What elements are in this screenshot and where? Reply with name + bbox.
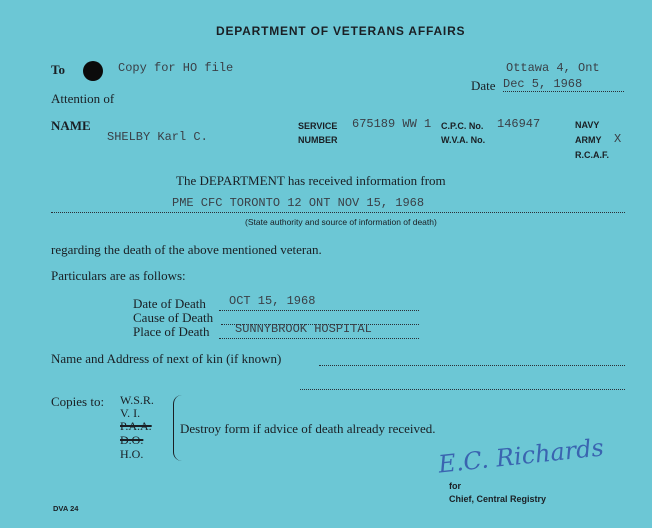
- copies-label: Copies to:: [51, 394, 105, 409]
- branch-army: ARMY: [575, 135, 602, 145]
- death-date-label: Date of Death: [133, 296, 206, 311]
- info-source-value: PME CFC TORONTO 12 ONT NOV 15, 1968: [172, 196, 425, 210]
- next-of-kin-label: Name and Address of next of kin (if known): [51, 351, 282, 366]
- name-label: NAME: [51, 118, 91, 133]
- death-cause-label: Cause of Death: [133, 310, 214, 325]
- cpc-label: C.P.C. No.: [441, 121, 484, 131]
- copies-recipient-3: P.A.A.: [120, 419, 152, 433]
- copies-recipient-5: H.O.: [120, 447, 144, 461]
- branch-rcaf: R.C.A.F.: [575, 150, 610, 160]
- registry-label: Chief, Central Registry: [449, 494, 547, 504]
- copies-recipient-4: D.O.: [120, 433, 144, 447]
- to-value: Copy for HO file: [118, 61, 234, 75]
- number-label: NUMBER: [298, 135, 338, 145]
- to-label: To: [51, 62, 65, 77]
- death-place-value: SUNNYBROOK HOSPITAL: [235, 322, 372, 336]
- location-value: Ottawa 4, Ont: [506, 61, 600, 75]
- wva-label: W.V.A. No.: [441, 135, 486, 145]
- death-date-value: OCT 15, 1968: [229, 294, 316, 308]
- regarding-text: regarding the death of the above mentioned veteran.: [51, 242, 322, 257]
- date-label: Date: [471, 78, 496, 93]
- attention-label: Attention of: [51, 91, 115, 106]
- copies-note: Destroy form if advice of death already received.: [180, 421, 436, 436]
- death-place-label: Place of Death: [133, 324, 210, 339]
- form-code: DVA 24: [53, 504, 79, 513]
- info-source-caption: (State authority and source of information of death): [245, 217, 437, 227]
- form-title: DEPARTMENT OF VETERANS AFFAIRS: [216, 24, 466, 38]
- next-of-kin-line-1: [319, 353, 625, 366]
- copies-recipient-1: W.S.R.: [120, 393, 154, 407]
- date-value: Dec 5, 1968: [503, 77, 624, 92]
- info-intro: The DEPARTMENT has received information from: [176, 173, 446, 188]
- for-label: for: [449, 481, 461, 491]
- cpc-value: 146947: [497, 117, 541, 131]
- branch-army-mark: X: [614, 132, 622, 146]
- punch-hole-icon: [83, 61, 103, 81]
- service-number-value: 675189 WW 1: [352, 117, 432, 131]
- branch-navy: NAVY: [575, 120, 600, 130]
- particulars-heading: Particulars are as follows:: [51, 268, 186, 283]
- service-label: SERVICE: [298, 121, 338, 131]
- next-of-kin-line-2: [300, 377, 625, 390]
- name-value: SHELBY Karl C.: [107, 130, 208, 144]
- signature: E.C. Richards: [436, 433, 606, 479]
- copies-recipient-2: V. I.: [120, 406, 141, 420]
